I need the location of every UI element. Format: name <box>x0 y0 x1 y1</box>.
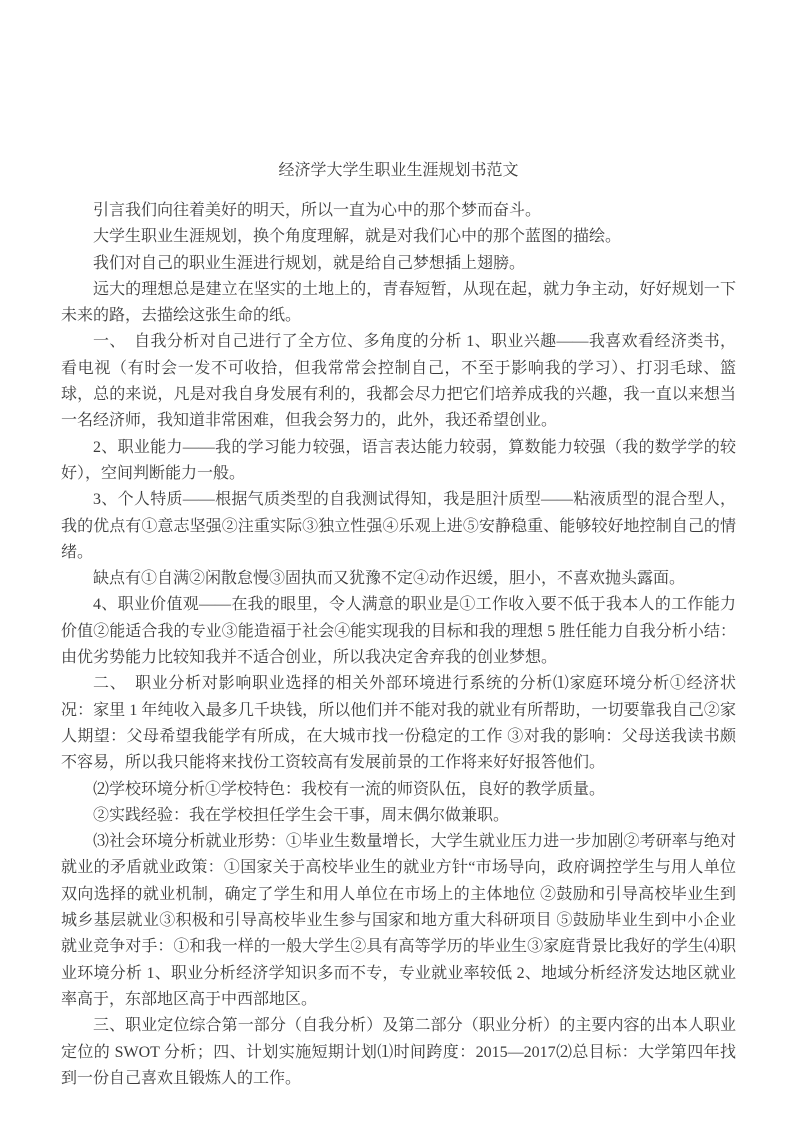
paragraph-school-environment: ⑵学校环境分析①学校特色：我校有一流的师资队伍，良好的教学质量。 <box>93 780 606 798</box>
paragraph-section3-positioning-and-plan: 三、职业定位综合第一部分（自我分析）及第二部分（职业分析）的主要内容的出本人职业定位的 SWOT 分析；四、计划实施短期计划⑴时间跨度：2015—2017⑵总目标：大学第四年找到一份自己喜欢且锻炼人的工作。 <box>61 1017 736 1087</box>
paragraph-intro-1: 引言我们向往着美好的明天，所以一直为心中的那个梦而奋斗。 <box>93 202 542 219</box>
paragraph-intro-3: 我们对自己的职业生涯进行规划，就是给自己梦想插上翅膀。 <box>93 254 526 272</box>
paragraph-personal-traits: 3、个人特质——根据气质类型的自我测试得知，我是胆汁质型——粘液质型的混合型人，我的优点有①意志坚强②注重实际③独立性强④乐观上进⑤安静稳重、能够较好地控制自己的情绪。 <box>61 491 736 561</box>
paragraph-social-environment: ⑶社会环境分析就业形势：①毕业生数量增长，大学生就业压力进一步加剧②考研率与绝对就业的矛盾就业政策：①国家关于高校毕业生的就业方针“市场导向，政府调控学生与用人单位双向选择的就业机制，确定了学生和用人单位在市场上的主体地位 ②鼓励和引导高校毕业生到城乡基层就业③积极和引导高校毕业生参与国家和地方重大科研项目 ⑤鼓励毕业生到中小企业就业竞争对手：①和我一样的一般大学生②具有高等学历的毕业生③家庭背景比我好的学生⑷职业环境分析 1、职业分析经济学知识多而不专，专业就业率较低 2、地域分析经济发达地区就业率高于，东部地区高于中西部地区。 <box>61 833 736 1008</box>
paragraph-section2-career-analysis: 二、 职业分析对影响职业选择的相关外部环境进行系统的分析⑴家庭环境分析①经济状况：家里 1 年纯收入最多几千块钱，所以他们并不能对我的就业有所帮助，一切要靠我自己②家人期望：父母希望我能学有所成，在大城市找一份稳定的工作 ③对我的影响：父母送我读书颇不容易，所以我只能将来找份工资较高有发展前景的工作将来好好报答他们。 <box>61 675 736 772</box>
paragraph-intro-2: 大学生职业生涯规划，换个角度理解，就是对我们心中的那个蓝图的描绘。 <box>93 228 622 246</box>
paragraph-career-values: 4、职业价值观——在我的眼里，令人满意的职业是①工作收入要不低于我本人的工作能力价值②能适合我的专业③能造福于社会④能实现我的目标和我的理想 5 胜任能力自我分析小结：由优劣势能力比较知我并不适合创业，所以我决定舍弃我的创业梦想。 <box>61 596 736 667</box>
document-title: 经济学大学生职业生涯规划书范文 <box>278 162 519 179</box>
paragraph-career-ability: 2、职业能力——我的学习能力较强，语言表达能力较弱，算数能力较强（我的数学学的较好），空间判断能力一般。 <box>61 438 736 482</box>
paragraph-practice-experience: ②实践经验：我在学校担任学生会干事，周末偶尔做兼职。 <box>93 806 510 824</box>
paragraph-section1-self-analysis: 一、 自我分析对自己进行了全方位、多角度的分析 1、职业兴趣——我喜欢看经济类书，看电视（有时会一发不可收拾，但我常常会控制自己，不至于影响我的学习）、打羽毛球、篮球，总的来说，凡是对我自身发展有利的，我都会尽力把它们培养成我的兴趣，我一直以来想当一名经济师，我知道非常困难，但我会努力的，此外，我还希望创业。 <box>61 333 736 430</box>
paragraph-intro-4: 远大的理想总是建立在坚实的土地上的，青春短暂，从现在起，就力争主动，好好规划一下未来的路，去描绘这张生命的纸。 <box>61 280 736 325</box>
paragraph-weaknesses: 缺点有①自满②闲散怠慢③固执而又犹豫不定④动作迟缓，胆小，不喜欢抛头露面。 <box>93 570 686 588</box>
document-body <box>61 198 736 1092</box>
